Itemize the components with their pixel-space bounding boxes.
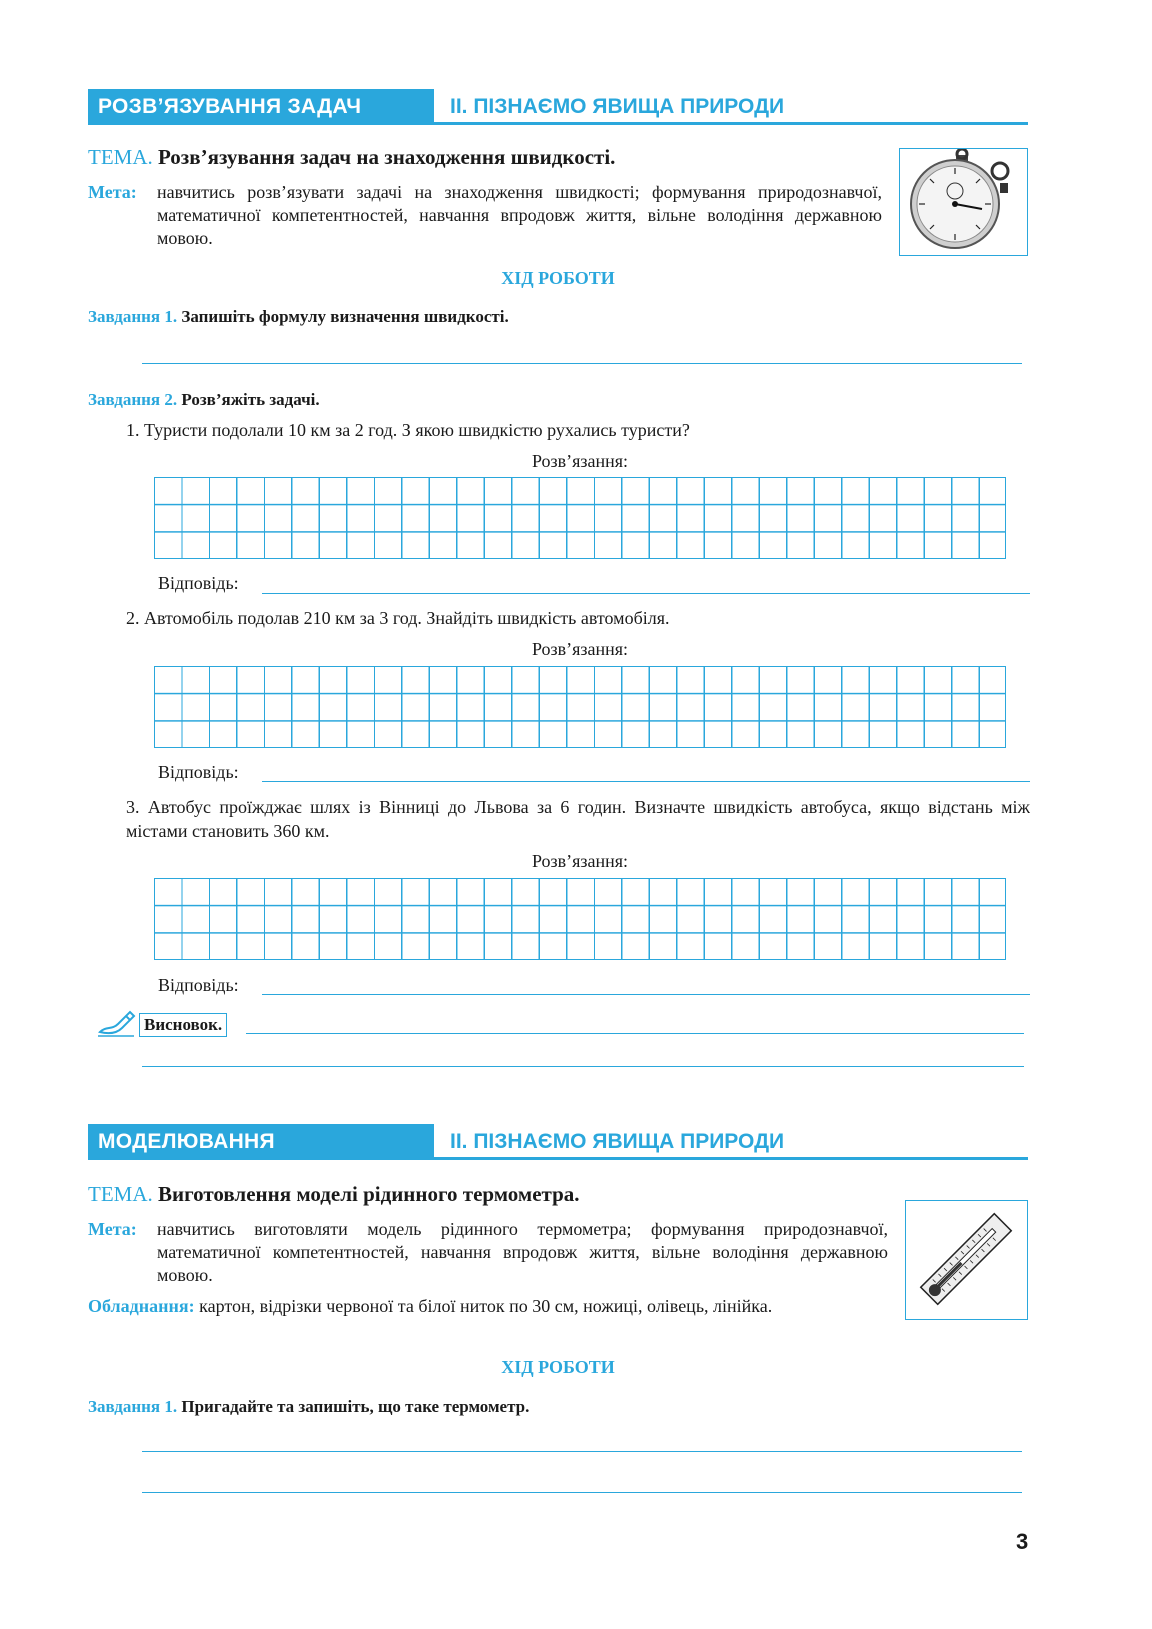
thermometer-icon	[905, 1200, 1028, 1320]
banner-category: МОДЕЛЮВАННЯ	[88, 1124, 434, 1160]
topic-label: ТЕМА.	[88, 1182, 153, 1206]
problem-text: Туристи подолали 10 км за 2 год. З якою швидкістю рухались туристи?	[144, 420, 690, 440]
answer-line[interactable]	[142, 1492, 1022, 1493]
problem-1	[126, 418, 690, 442]
task-1-text: Пригадайте та запишіть, що таке термометр.	[181, 1397, 530, 1416]
topic-text: Виготовлення моделі рідинного термометра.	[158, 1182, 580, 1206]
equipment	[88, 1295, 888, 1318]
equipment-text: картон, відрізки червоної та білої ниток по 30 см, ножиці, олівець, лінійка.	[199, 1296, 773, 1316]
section-banner-2	[88, 1124, 1028, 1160]
problem-text: Автобус проїжджає шлях із Вінниці до Львова за 6 годин. Визначте швидкість автобуса, якщо відстань між містами становить 360 км.	[126, 797, 1030, 841]
banner-category: РОЗВ’ЯЗУВАННЯ ЗАДАЧ	[88, 89, 434, 125]
topic-title	[88, 1182, 580, 1207]
topic-label: ТЕМА.	[88, 145, 153, 169]
problem-number: 3.	[126, 797, 140, 817]
work-progress-heading: ХІД РОБОТИ	[501, 1357, 615, 1377]
task-1-label: Завдання 1.	[88, 1397, 178, 1416]
stopwatch-icon	[899, 148, 1028, 256]
solution-label: Розв’язання:	[531, 639, 629, 659]
problem-text: Автомобіль подолав 210 км за 3 год. Знайдіть швидкість автомобіля.	[144, 608, 670, 628]
solution-grid[interactable]	[154, 878, 1006, 960]
answer-line[interactable]	[142, 363, 1022, 364]
topic-title	[88, 145, 615, 170]
topic-text: Розв’язування задач на знаходження швидкості.	[158, 145, 616, 169]
task-2-label: Завдання 2.	[88, 390, 178, 409]
answer-line[interactable]	[142, 1066, 1024, 1067]
section-banner-1	[88, 89, 1028, 125]
work-progress-heading: ХІД РОБОТИ	[501, 268, 615, 288]
goal-label: Мета:	[88, 1219, 137, 1239]
equipment-label: Обладнання:	[88, 1296, 195, 1316]
conclusion-label: Висновок.	[139, 1013, 227, 1037]
problem-2	[126, 606, 670, 630]
banner-rule	[434, 1157, 1028, 1160]
solution-grid[interactable]	[154, 477, 1006, 559]
answer-line[interactable]	[262, 593, 1030, 594]
answer-line[interactable]	[142, 1451, 1022, 1452]
page-number: 3	[1016, 1529, 1029, 1554]
problem-number: 1.	[126, 420, 140, 440]
goal-label: Мета:	[88, 182, 137, 202]
task-2	[88, 390, 320, 410]
problem-3	[126, 795, 1030, 843]
task-1	[88, 307, 509, 327]
goal-text: навчитись виготовляти модель рідинного термометра; формування природознавчої, математичної компетентностей, навчання впродовж життя, вільне володіння державною мовою.	[157, 1219, 888, 1285]
banner-rule	[434, 122, 1028, 125]
answer-line[interactable]	[246, 1033, 1024, 1034]
solution-label: Розв’язання:	[531, 851, 629, 871]
banner-chapter: ІІ. ПІЗНАЄМО ЯВИЩА ПРИРОДИ	[450, 1130, 785, 1153]
answer-line[interactable]	[262, 994, 1030, 995]
problem-number: 2.	[126, 608, 140, 628]
task-2-text: Розв’яжіть задачі.	[181, 390, 320, 409]
solution-label: Розв’язання:	[531, 451, 629, 471]
task-1-label: Завдання 1.	[88, 307, 178, 326]
solution-grid[interactable]	[154, 666, 1006, 748]
task-1	[88, 1397, 529, 1417]
goal-text: навчитись розв’язувати задачі на знаходження швидкості; формування природознавчої, математичної компетентностей, навчання впродовж життя, вільне володіння державною мовою.	[157, 182, 882, 248]
pen-hand-icon	[96, 1006, 138, 1043]
answer-label: Відповідь:	[158, 573, 239, 593]
task-1-text: Запишіть формулу визначення швидкості.	[181, 307, 509, 326]
answer-line[interactable]	[262, 781, 1030, 782]
answer-label: Відповідь:	[158, 975, 239, 995]
answer-label: Відповідь:	[158, 762, 239, 782]
banner-chapter: ІІ. ПІЗНАЄМО ЯВИЩА ПРИРОДИ	[450, 95, 785, 118]
